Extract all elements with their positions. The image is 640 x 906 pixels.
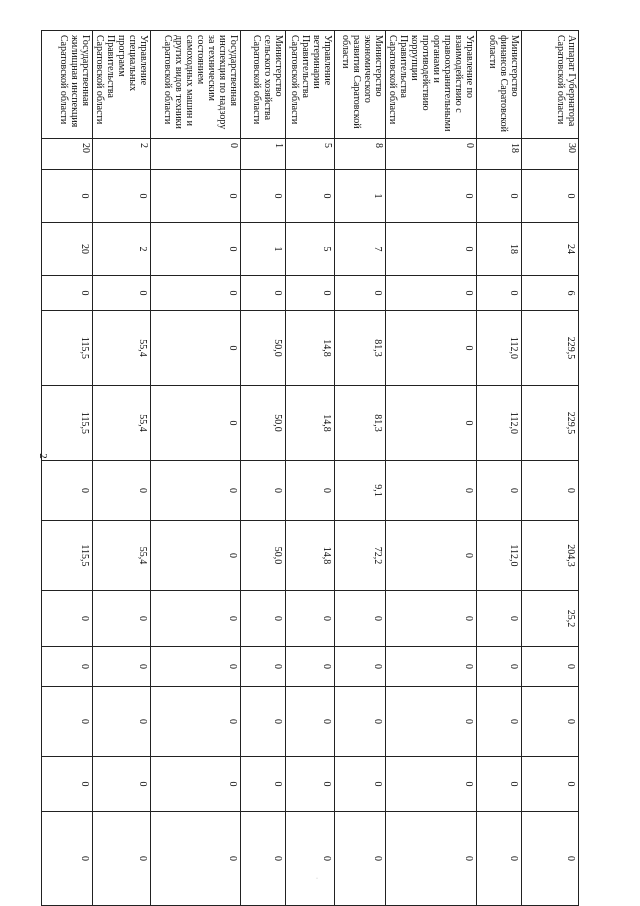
value-cell: 6	[522, 276, 579, 311]
table-row	[93, 31, 151, 906]
organization-name-cell: Министерство финансов Саратовской области	[477, 31, 522, 139]
value-cell: 1	[241, 223, 286, 276]
value-cell: 14,8	[286, 386, 335, 461]
rotated-table-container	[58, 30, 579, 905]
value-cell: 0	[93, 757, 151, 812]
expenditure-table	[41, 30, 579, 906]
value-cell: 115,5	[42, 386, 93, 461]
value-cell: 0	[335, 591, 386, 647]
value-cell: 20	[42, 139, 93, 170]
value-cell: 0	[42, 687, 93, 757]
value-cell: 0	[335, 647, 386, 687]
table-row	[522, 31, 579, 906]
value-cell: 0	[477, 591, 522, 647]
value-cell: 0	[93, 461, 151, 521]
value-cell: 2	[93, 139, 151, 170]
value-cell: 0	[151, 311, 241, 386]
value-cell: 0	[42, 591, 93, 647]
value-cell: 0	[522, 687, 579, 757]
value-cell: 8	[335, 139, 386, 170]
value-cell: 0	[286, 170, 335, 223]
value-cell: 0	[151, 386, 241, 461]
value-cell: 0	[386, 521, 477, 591]
value-cell: 1	[335, 170, 386, 223]
value-cell: 0	[151, 812, 241, 906]
value-cell: 5	[286, 139, 335, 170]
value-cell: 0	[286, 591, 335, 647]
value-cell: 7	[335, 223, 386, 276]
value-cell: 0	[151, 757, 241, 812]
value-cell: 0	[42, 647, 93, 687]
value-cell: 0	[522, 757, 579, 812]
value-cell: 0	[386, 812, 477, 906]
value-cell: 1	[241, 139, 286, 170]
organization-name-cell: Министерство сельского хозяйства Саратовской области	[241, 31, 286, 139]
value-cell: 0	[93, 170, 151, 223]
value-cell: 0	[93, 276, 151, 311]
value-cell: 0	[335, 757, 386, 812]
organization-name-cell: Государственная инспекция по надзору за техническим состоянием самоходных машин и других видов техники Саратовской области	[151, 31, 241, 139]
value-cell: 81,3	[335, 311, 386, 386]
table-row	[42, 31, 93, 906]
value-cell: 0	[386, 647, 477, 687]
table-body	[42, 31, 579, 906]
value-cell: 0	[522, 812, 579, 906]
organization-name-cell: Аппарат Губернатора Саратовской области	[522, 31, 579, 139]
value-cell: 0	[386, 276, 477, 311]
value-cell: 0	[386, 311, 477, 386]
value-cell: 0	[335, 812, 386, 906]
value-cell: 18	[477, 139, 522, 170]
value-cell: 30	[522, 139, 579, 170]
value-cell: 0	[477, 647, 522, 687]
value-cell: 72,2	[335, 521, 386, 591]
value-cell: 0	[335, 687, 386, 757]
page-number: 2	[36, 453, 49, 459]
value-cell: 0	[42, 757, 93, 812]
value-cell: 0	[151, 647, 241, 687]
value-cell: 0	[522, 647, 579, 687]
value-cell: 0	[42, 812, 93, 906]
value-cell: 0	[42, 461, 93, 521]
value-cell: 0	[477, 812, 522, 906]
value-cell: 0	[386, 687, 477, 757]
table-row	[241, 31, 286, 906]
value-cell: 0	[93, 812, 151, 906]
value-cell: 0	[93, 591, 151, 647]
value-cell: 0	[241, 687, 286, 757]
value-cell: 0	[386, 386, 477, 461]
value-cell: 0	[93, 687, 151, 757]
scan-mark: ·	[316, 876, 318, 882]
value-cell: 0	[241, 647, 286, 687]
value-cell: 0	[241, 461, 286, 521]
value-cell: 0	[286, 757, 335, 812]
value-cell: 0	[477, 757, 522, 812]
value-cell: 115,5	[42, 521, 93, 591]
value-cell: 0	[477, 170, 522, 223]
value-cell: 2	[93, 223, 151, 276]
value-cell: 229,5	[522, 386, 579, 461]
table-row	[151, 31, 241, 906]
value-cell: 0	[522, 170, 579, 223]
organization-name-cell: Управление специальных программ Правительства Саратовской области	[93, 31, 151, 139]
value-cell: 18	[477, 223, 522, 276]
value-cell: 0	[241, 757, 286, 812]
value-cell: 0	[386, 139, 477, 170]
value-cell: 0	[286, 687, 335, 757]
value-cell: 55,4	[93, 386, 151, 461]
value-cell: 0	[151, 461, 241, 521]
value-cell: 0	[286, 276, 335, 311]
value-cell: 0	[151, 591, 241, 647]
value-cell: 0	[477, 276, 522, 311]
value-cell: 0	[42, 276, 93, 311]
value-cell: 14,8	[286, 521, 335, 591]
value-cell: 112,0	[477, 521, 522, 591]
value-cell: 20	[42, 223, 93, 276]
value-cell: 0	[151, 521, 241, 591]
value-cell: 5	[286, 223, 335, 276]
value-cell: 112,0	[477, 386, 522, 461]
table-row	[286, 31, 335, 906]
value-cell: 115,5	[42, 311, 93, 386]
value-cell: 0	[477, 687, 522, 757]
value-cell: 0	[286, 812, 335, 906]
value-cell: 0	[151, 276, 241, 311]
value-cell: 0	[42, 170, 93, 223]
table-row	[335, 31, 386, 906]
value-cell: 0	[151, 223, 241, 276]
value-cell: 204,3	[522, 521, 579, 591]
value-cell: 229,5	[522, 311, 579, 386]
value-cell: 0	[93, 647, 151, 687]
value-cell: 0	[335, 276, 386, 311]
value-cell: 0	[386, 591, 477, 647]
organization-name-cell: Государственная жилищная инспекция Саратовской области	[42, 31, 93, 139]
value-cell: 0	[151, 687, 241, 757]
value-cell: 0	[477, 461, 522, 521]
organization-name-cell: Министерство экономического развития Саратовской области	[335, 31, 386, 139]
value-cell: 0	[522, 461, 579, 521]
value-cell: 14,8	[286, 311, 335, 386]
value-cell: 0	[151, 170, 241, 223]
value-cell: 0	[241, 591, 286, 647]
organization-name-cell: Управление ветеринарии Правительства Саратовской области	[286, 31, 335, 139]
value-cell: 9,1	[335, 461, 386, 521]
value-cell: 0	[241, 276, 286, 311]
value-cell: 81,3	[335, 386, 386, 461]
value-cell: 0	[241, 812, 286, 906]
value-cell: 0	[386, 170, 477, 223]
value-cell: 112,0	[477, 311, 522, 386]
value-cell: 24	[522, 223, 579, 276]
value-cell: 0	[386, 757, 477, 812]
value-cell: 0	[386, 461, 477, 521]
organization-name-cell: Управление по взаимодействию с правоохранительными органами и противодействию коррупции Правительства Саратовской области	[386, 31, 477, 139]
value-cell: 55,4	[93, 521, 151, 591]
value-cell: 0	[286, 647, 335, 687]
value-cell: 0	[286, 461, 335, 521]
value-cell: 50,0	[241, 386, 286, 461]
value-cell: 0	[151, 139, 241, 170]
table-row	[477, 31, 522, 906]
value-cell: 55,4	[93, 311, 151, 386]
value-cell: 0	[386, 223, 477, 276]
value-cell: 25,2	[522, 591, 579, 647]
value-cell: 50,0	[241, 521, 286, 591]
value-cell: 0	[241, 170, 286, 223]
value-cell: 50,0	[241, 311, 286, 386]
table-row	[386, 31, 477, 906]
